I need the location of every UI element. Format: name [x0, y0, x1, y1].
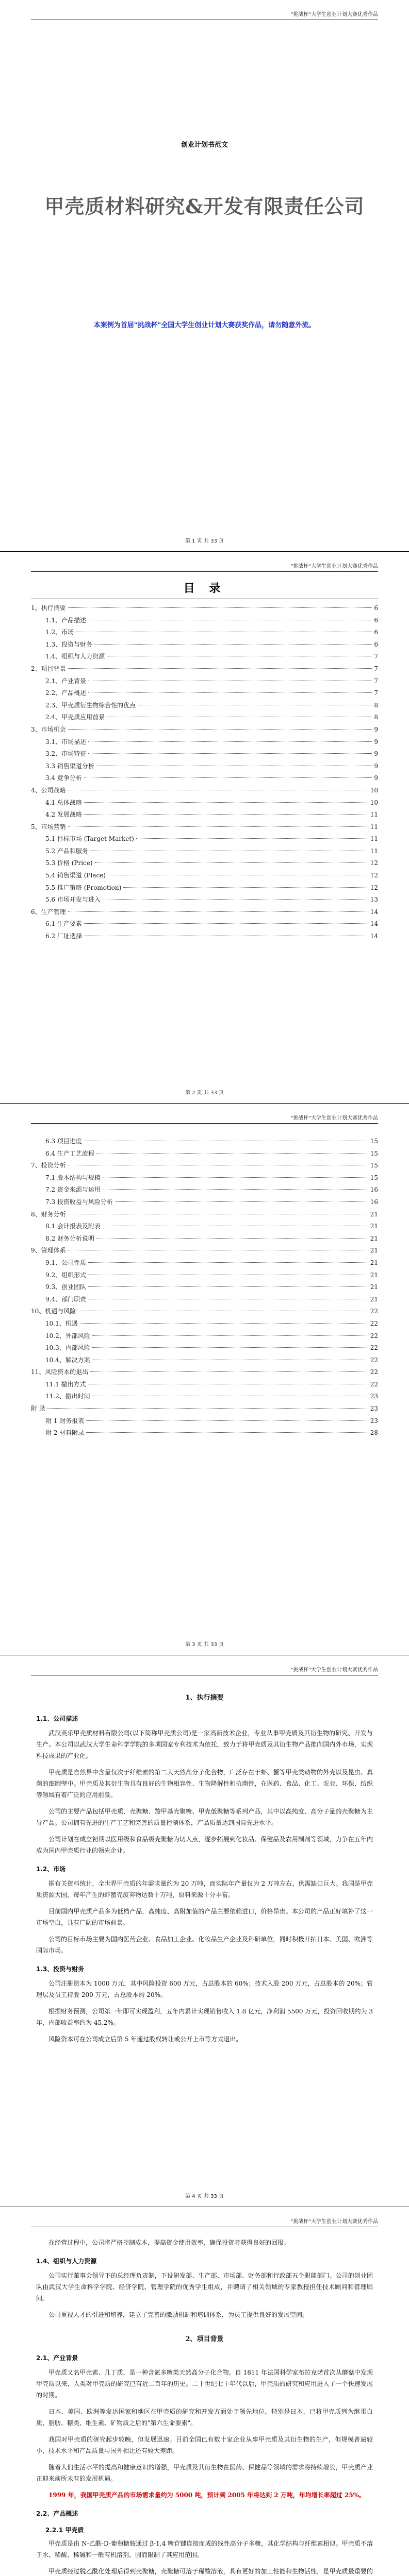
- toc-leader-dots: [88, 741, 372, 742]
- section-title: 1.2、市场: [36, 1866, 66, 1873]
- toc-entry-text: 附 2 材料附录: [45, 1429, 85, 1437]
- toc-entry[interactable]: [31, 687, 378, 700]
- toc-entry-page: 11: [370, 847, 378, 855]
- toc-entry-text: 2.2、产品概述: [45, 689, 87, 697]
- toc-entry[interactable]: [31, 1281, 378, 1294]
- toc-entry[interactable]: [31, 1427, 378, 1439]
- toc-entry-page: 9: [374, 774, 378, 782]
- toc-entry-page: 7: [374, 665, 378, 672]
- toc-entry-text: 3、市场机会: [31, 725, 66, 733]
- toc-leader-dots: [84, 923, 368, 924]
- subsection-title: 2.2.1 甲壳质: [45, 2527, 84, 2534]
- toc-leader-dots: [96, 1238, 368, 1239]
- highlight-paragraph: 1999 年，我国甲壳质产品的市场需求量约为 5000 吨，预计到 2005 年将达到 2 万吨，年均增长率超过 25%。: [48, 2492, 366, 2499]
- toc-entry-text: 7.3 投资收益与风险分析: [45, 1198, 113, 1206]
- page-footer: 第 1 页 共 33 页: [185, 538, 224, 544]
- toc-leader-dots: [68, 826, 368, 827]
- toc-entry-text: 10.2、外部风险: [45, 1332, 90, 1340]
- toc-entry[interactable]: [31, 1209, 378, 1221]
- toc-entry-page: 12: [370, 884, 378, 891]
- toc-entry-text: 11.2、撤出时间: [45, 1393, 90, 1400]
- toc-entry-text: 4、公司战略: [31, 786, 66, 794]
- toc-entry-page: 21: [370, 1223, 378, 1230]
- page-header: "挑战杯"大学生创业计划大赛优秀作品: [31, 11, 378, 20]
- toc-entry[interactable]: [31, 906, 378, 919]
- toc-entry-page: 10: [370, 799, 378, 806]
- toc-entry[interactable]: [31, 1172, 378, 1184]
- toc-page-1: [0, 552, 409, 1103]
- toc-entry-page: 15: [370, 1149, 378, 1157]
- toc-entry[interactable]: [31, 1330, 378, 1343]
- toc-entry[interactable]: [31, 845, 378, 858]
- toc-entry-text: 6.2 厂址选择: [45, 933, 82, 940]
- toc-entry-text: 10、机遇与风险: [31, 1308, 76, 1315]
- toc-entry[interactable]: [31, 870, 378, 882]
- toc-entry[interactable]: [31, 772, 378, 785]
- toc-entry[interactable]: [31, 724, 378, 736]
- toc-entry-page: 22: [370, 1344, 378, 1352]
- toc-entry-page: 16: [370, 1186, 378, 1194]
- toc-entry-page: 28: [370, 1429, 378, 1437]
- section-title: 1.4、组织与人力资源: [36, 2258, 97, 2265]
- page-footer: 第 2 页 共 33 页: [185, 1090, 224, 1096]
- cover-title: 甲壳质材料研究&开发有限责任公司: [44, 195, 365, 218]
- toc-entry[interactable]: [31, 615, 378, 627]
- toc-leader-dots: [47, 1408, 368, 1409]
- toc-leader-dots: [68, 911, 368, 912]
- toc-entry-text: 10.3、内部风险: [45, 1344, 90, 1352]
- toc-leader-dots: [90, 1371, 368, 1372]
- toc-entry[interactable]: [31, 1196, 378, 1209]
- toc-entry[interactable]: [31, 1233, 378, 1245]
- section-title: 2.2、产品概述: [36, 2510, 78, 2517]
- toc-entry[interactable]: [31, 663, 378, 675]
- toc-entry-page: 12: [370, 872, 378, 879]
- paragraph: 我国对甲壳质的研究起步较晚，但发展迅速。目前全国已有数十家企业从事甲壳质及其衍生物的生产，但规模普遍较小，技术水平和产品质量与国外相比还有较大差距。: [36, 2436, 373, 2454]
- toc-entry[interactable]: [31, 639, 378, 651]
- toc-entry-text: 9.1、公司性质: [45, 1259, 87, 1266]
- toc-entry-page: 7: [374, 677, 378, 685]
- toc-entry-text: 11、风险资本的退出: [31, 1368, 89, 1376]
- chapter-title: 1、执行摘要: [185, 1694, 224, 1702]
- toc-entry[interactable]: [31, 1257, 378, 1269]
- toc-entry-text: 1.2、市场: [45, 629, 74, 636]
- toc-entry-text: 5.3 价格 (Price): [45, 859, 93, 867]
- toc-leader-dots: [103, 1189, 368, 1190]
- toc-leader-dots: [68, 729, 372, 730]
- toc-entry-page: 11: [370, 823, 378, 831]
- toc-entry[interactable]: [31, 1354, 378, 1367]
- toc-entry[interactable]: [31, 626, 378, 639]
- toc-entry-text: 2.3、甲壳质衍生物综合性的优点: [45, 701, 136, 709]
- toc-entry-page: 8: [374, 701, 378, 709]
- toc-entry[interactable]: [31, 1221, 378, 1233]
- section-title: 1.1、公司描述: [36, 1715, 78, 1722]
- toc-entry[interactable]: [31, 736, 378, 749]
- toc-entry[interactable]: [31, 1318, 378, 1330]
- toc-entry[interactable]: [31, 809, 378, 821]
- toc-entry-page: 14: [370, 933, 378, 940]
- paragraph: 风险资本可在公司成立后第 5 年通过股权转让或公开上市等方式退出。: [48, 2036, 242, 2043]
- toc-entry-text: 9.4、部门职责: [45, 1295, 87, 1303]
- toc-entry[interactable]: [31, 1148, 378, 1160]
- toc-entry-text: 3.4 竞争分析: [45, 774, 82, 782]
- toc-entry-page: 12: [370, 859, 378, 867]
- toc-entry-text: 附 录: [31, 1405, 45, 1413]
- page-footer: 第 4 页 共 33 页: [185, 2194, 224, 2199]
- toc-entry-text: 9、管理体系: [31, 1247, 66, 1255]
- toc-entry-text: 4.2 发展战略: [45, 811, 82, 819]
- paragraph: 据有关资料统计，全世界甲壳质的年需求量约为 20 万吨，而实际年产量仅为 2 万吨左右，供需缺口巨大。我国是甲壳质资源大国，每年产生的虾蟹壳废弃物达数十万吨，原料来源十分丰富。: [36, 1880, 373, 1899]
- toc-entry[interactable]: [31, 711, 378, 724]
- page-header: "挑战杯"大学生创业计划大赛优秀作品: [31, 2218, 378, 2227]
- toc-entry[interactable]: [31, 1294, 378, 1306]
- toc-entry-page: 21: [370, 1295, 378, 1303]
- toc-entry[interactable]: [31, 602, 378, 615]
- toc-leader-dots: [88, 692, 372, 693]
- toc-entry-text: 1、执行摘要: [31, 604, 66, 612]
- toc-entry[interactable]: [31, 651, 378, 663]
- toc-entry-page: 22: [370, 1380, 378, 1388]
- paragraph: 日本、美国、欧洲等发达国家和地区在甲壳质的研究和开发方面处于领先地位。特别是日本，已将甲壳质列为继蛋白质、脂肪、糖类、维生素、矿物质之后的"第六生命要素"。: [36, 2408, 373, 2427]
- toc-entry[interactable]: [31, 1366, 378, 1379]
- toc-entry-text: 5、市场营销: [31, 823, 66, 831]
- toc-entry-page: 21: [370, 1210, 378, 1218]
- toc-entry-page: 13: [370, 896, 378, 904]
- toc-entry[interactable]: [31, 1136, 378, 1148]
- toc-leader-dots: [96, 1153, 368, 1154]
- paragraph: 公司的主要产品包括甲壳质、壳聚糖、羧甲基壳聚糖、甲壳低聚糖等系列产品，其中以高纯度、高分子量的壳聚糖为主导产品。公司拥有先进的生产工艺和完善的质量控制体系，产品质量达到国际先进水平。: [36, 1808, 373, 1826]
- toc-entry[interactable]: [31, 785, 378, 797]
- toc-entry[interactable]: [31, 700, 378, 712]
- toc-leader-dots: [84, 802, 368, 803]
- toc-entry[interactable]: [31, 918, 378, 930]
- toc-entry-page: 11: [370, 811, 378, 819]
- paragraph: 公司重视人才的引进和培养，建立了完善的激励机制和培训体系，为员工提供良好的发展空间。: [48, 2311, 309, 2318]
- toc-entry-page: 14: [370, 908, 378, 916]
- toc-entry-text: 6.4 生产工艺流程: [45, 1149, 94, 1157]
- toc-entry-page: 6: [374, 616, 378, 624]
- toc-entry-page: 15: [370, 1162, 378, 1170]
- section-title: 2.1、产业背景: [36, 2354, 78, 2362]
- paragraph: 公司的目标市场主要为国内医药企业、食品加工企业、化妆品生产企业及科研单位，同时积极开拓日本、美国、欧洲等国际市场。: [36, 1936, 373, 1954]
- paragraph: 目前国内甲壳质产品多为低档产品，高纯度、高附加值的产品主要依赖进口，价格昂贵。本公司的产品正好填补了这一市场空白，具有广阔的市场前景。: [36, 1908, 373, 1926]
- toc-entry-page: 21: [370, 1271, 378, 1279]
- toc-entry-text: 2.1、产业背景: [45, 677, 87, 685]
- toc-entry-page: 7: [374, 653, 378, 660]
- cover-page: [0, 0, 409, 551]
- toc-entry-text: 7.1 股本结构与规模: [45, 1174, 101, 1181]
- cover-note: 本案例为首届"挑战杯"全国大学生创业计划大赛获奖作品，请勿随意外流。: [93, 321, 316, 329]
- toc-entry[interactable]: [31, 1342, 378, 1354]
- toc-entry-page: 11: [370, 835, 378, 843]
- toc-entry-page: 23: [370, 1405, 378, 1413]
- toc-leader-dots: [86, 1432, 368, 1433]
- toc-entry[interactable]: [31, 930, 378, 943]
- toc-entry[interactable]: [31, 1306, 378, 1318]
- toc-entry[interactable]: [31, 675, 378, 688]
- toc-entry-page: 6: [374, 629, 378, 636]
- toc-entry-text: 11.1 撤出方式: [45, 1380, 86, 1388]
- toc-leader-dots: [92, 1347, 368, 1348]
- toc-leader-dots: [88, 1262, 368, 1263]
- toc-entry[interactable]: [31, 797, 378, 809]
- toc-leader-dots: [115, 1201, 368, 1202]
- toc-entry-text: 5.2 产品和服务: [45, 847, 88, 855]
- toc-leader-dots: [68, 668, 372, 669]
- toc-entry-page: 21: [370, 1234, 378, 1242]
- toc-entry[interactable]: [31, 1379, 378, 1391]
- toc-leader-dots: [84, 814, 368, 815]
- toc-entry-text: 8.1 会计报表及附表: [45, 1223, 101, 1230]
- toc-entry-page: 15: [370, 1174, 378, 1181]
- toc-leader-dots: [94, 644, 372, 645]
- toc-leader-dots: [88, 753, 372, 754]
- toc-entry-page: 22: [370, 1308, 378, 1315]
- cover-kicker: 创业计划书范文: [181, 141, 228, 149]
- toc-entry-page: 9: [374, 725, 378, 733]
- toc-entry-text: 1.4、组织与人力资源: [45, 653, 105, 660]
- paragraph: 公司注册资本为 1000 万元，其中风险投资 600 万元，占总股本的 60%；技术入股 200 万元，占总股本的 20%；管理层及员工持股 200 万元，占总股本的 20%。: [36, 1980, 373, 1998]
- toc-entry-page: 21: [370, 1283, 378, 1291]
- toc-entry[interactable]: [31, 1403, 378, 1415]
- toc-entry-text: 1.1、产品描述: [45, 616, 87, 624]
- toc-entry-page: 22: [370, 1319, 378, 1327]
- toc-leader-dots: [123, 887, 368, 888]
- toc-leader-dots: [103, 1177, 368, 1178]
- toc-entry[interactable]: [31, 1245, 378, 1257]
- toc-entry-page: 10: [370, 786, 378, 794]
- toc-entry-text: 9.2、组织形式: [45, 1271, 87, 1279]
- toc-leader-dots: [136, 838, 368, 839]
- toc-entry-page: 23: [370, 1393, 378, 1400]
- toc-list: [31, 602, 378, 943]
- toc-leader-dots: [68, 607, 372, 608]
- toc-entry-text: 7、投资分析: [31, 1162, 66, 1170]
- toc-entry-text: 6、生产管理: [31, 908, 66, 916]
- toc-entry[interactable]: [31, 1415, 378, 1428]
- toc-entry[interactable]: [31, 1184, 378, 1196]
- section-title: 1.3、投资与财务: [36, 1965, 85, 1973]
- page-header: "挑战杯"大学生创业计划大赛优秀作品: [31, 1115, 378, 1124]
- toc-entry-page: 7: [374, 689, 378, 697]
- paragraph: 甲壳质又名甲壳素、几丁质，是一种含氮多糖类天然高分子化合物。自 1811 年法国科学家布拉克诺首次从蘑菇中发现甲壳质以来，人类对甲壳质的研究已有近二百年的历史。二十世纪七十年代以后，甲壳质的研究和应用进入了一个快速发展的时期。: [36, 2369, 373, 2399]
- paragraph: 公司实行董事会领导下的总经理负责制，下设研发部、生产部、市场部、财务部和行政部五个职能部门。公司的创业团队由武汉大学生命科学学院、经济学院、管理学院的优秀学生组成，并聘请了相关领域的专家教授担任技术顾问和管理顾问。: [36, 2272, 373, 2302]
- page-header: "挑战杯"大学生创业计划大赛优秀作品: [31, 1667, 378, 1675]
- toc-entry[interactable]: [31, 1269, 378, 1282]
- toc-entry-page: 22: [370, 1332, 378, 1340]
- toc-page-2: [0, 1104, 409, 1655]
- paragraph: 根据财务预测，公司第一年即可实现盈利，五年内累计实现销售收入 1.8 亿元，净利润 5500 万元，投资回收期约为 3 年，内部收益率约为 45.2%。: [36, 2008, 373, 2026]
- toc-entry-text: 4.1 总体战略: [45, 799, 82, 806]
- toc-entry-text: 3.1、市场描述: [45, 738, 87, 745]
- toc-entry-text: 5.6 市场开发与进入: [45, 896, 101, 904]
- toc-entry-text: 10.4、解决方案: [45, 1356, 90, 1364]
- toc-leader-dots: [80, 1323, 368, 1324]
- content-page-5: [0, 2207, 409, 2576]
- toc-entry[interactable]: [31, 760, 378, 773]
- toc-entry-text: 8、财务分析: [31, 1210, 66, 1218]
- toc-entry-text: 2、项目背景: [31, 665, 66, 672]
- paragraph: 公司计划在成立初期以医用级和食品级壳聚糖为切入点，逐步拓展到化妆品、保健品及农用制剂等领域，力争在五年内成为国内甲壳质行业的领先企业。: [36, 1836, 373, 1854]
- toc-entry-page: 23: [370, 1417, 378, 1425]
- toc-entry-text: 6.3 项目进度: [45, 1138, 82, 1145]
- toc-entry-page: 6: [374, 640, 378, 648]
- paragraph: 甲壳质经过脱乙酰化处理后得到壳聚糖，壳聚糖可溶于稀酸溶液，具有更好的加工性能和生物活性，是甲壳质最重要的: [48, 2568, 373, 2575]
- toc-entry[interactable]: [31, 833, 378, 845]
- toc-entry-text: 5.5 推广策略 (Promotion): [45, 884, 122, 891]
- toc-entry-page: 22: [370, 1368, 378, 1376]
- toc-entry[interactable]: [31, 748, 378, 760]
- toc-entry-text: 10.1、机遇: [45, 1319, 78, 1327]
- toc-entry-page: 22: [370, 1356, 378, 1364]
- toc-entry-page: 9: [374, 738, 378, 745]
- toc-entry-text: 3.3 销售渠道分析: [45, 762, 94, 770]
- toc-entry[interactable]: [31, 1391, 378, 1403]
- page-header: "挑战杯"大学生创业计划大赛优秀作品: [31, 563, 378, 572]
- toc-entry[interactable]: [31, 821, 378, 834]
- toc-entry-text: 6.1 生产要素: [45, 920, 82, 928]
- toc-entry[interactable]: [31, 882, 378, 894]
- toc-entry-text: 5.1 目标市场 (Target Market): [45, 835, 134, 843]
- toc-entry-page: 21: [370, 1259, 378, 1266]
- toc-entry-page: 9: [374, 762, 378, 770]
- toc-entry-text: 8.2 财务分析说明: [45, 1234, 94, 1242]
- page-footer: 第 3 页 共 33 页: [185, 1642, 224, 1648]
- toc-entry-page: 15: [370, 1138, 378, 1145]
- toc-leader-dots: [86, 1420, 368, 1421]
- toc-entry-page: 16: [370, 1198, 378, 1206]
- toc-entry-text: 7.2 资金来源与运用: [45, 1186, 101, 1194]
- toc-entry-text: 9.3、创业团队: [45, 1283, 87, 1291]
- toc-entry-page: 14: [370, 920, 378, 928]
- paragraph: 武汉英乐甲壳质材料有限公司(以下简称甲壳质公司)是一家高新技术企业，专业从事甲壳质及其衍生物的研究、开发与生产。本公司以武汉大学生命科学学院的多项国家专利技术为依托，致力于将甲壳质及其衍生物产品推向国内外市场，实现科技成果的产业化。: [36, 1730, 373, 1759]
- toc-entry-text: 2.4、甲壳质应用前景: [45, 714, 105, 721]
- toc-entry-text: 1.3、投资与财务: [45, 640, 93, 648]
- toc-entry-page: 6: [374, 604, 378, 612]
- paragraph: 在经营过程中，公司将严格控制成本，提高资金使用效率，确保投资者获得良好的回报。: [48, 2239, 290, 2246]
- toc-entry[interactable]: [31, 1160, 378, 1172]
- toc-leader-dots: [103, 899, 368, 900]
- toc-entry-text: 3.2、市场特征: [45, 750, 87, 758]
- paragraph: 随着人们生活水平的提高和健康意识的增强，甲壳质及其衍生物在医药、保健品等领域的需求将持续增长，甲壳质产业正迎来前所未有的发展机遇。: [36, 2464, 373, 2482]
- toc-leader-dots: [88, 1286, 368, 1287]
- toc-entry-page: 8: [374, 714, 378, 721]
- toc-list: [31, 1136, 378, 1439]
- toc-entry[interactable]: [31, 857, 378, 870]
- toc-entry-text: 5.4 销售渠道 (Place): [45, 872, 106, 879]
- toc-title: 目 录: [183, 582, 226, 595]
- toc-leader-dots: [92, 1335, 368, 1336]
- toc-entry-page: 21: [370, 1247, 378, 1255]
- paragraph: 甲壳质是自然界中含量仅次于纤维素的第二大天然高分子化合物，广泛存在于虾、蟹等甲壳类动物的外壳以及昆虫、真菌的细胞壁中。甲壳质及其衍生物具有良好的生物相容性、生物降解性和抗菌性，在医药、食品、化工、农业、环保、纺织等领域有着广泛的应用前景。: [36, 1769, 373, 1799]
- content-page-4: [0, 1655, 409, 2207]
- toc-entry-page: 9: [374, 750, 378, 758]
- toc-leader-dots: [84, 777, 372, 778]
- toc-entry[interactable]: [31, 894, 378, 906]
- toc-leader-dots: [95, 862, 368, 863]
- paragraph: 甲壳质是由 N-乙酰-D-葡萄糖胺通过 β-1,4 糖苷键连接而成的线性高分子多糖，其化学结构与纤维素相似。甲壳质不溶于水、稀酸、稀碱和一般有机溶剂，因而限制了其应用范围。: [36, 2540, 373, 2558]
- chapter-title: 2、项目背景: [185, 2335, 224, 2343]
- toc-entry-text: 附 1 财务报表: [45, 1417, 85, 1425]
